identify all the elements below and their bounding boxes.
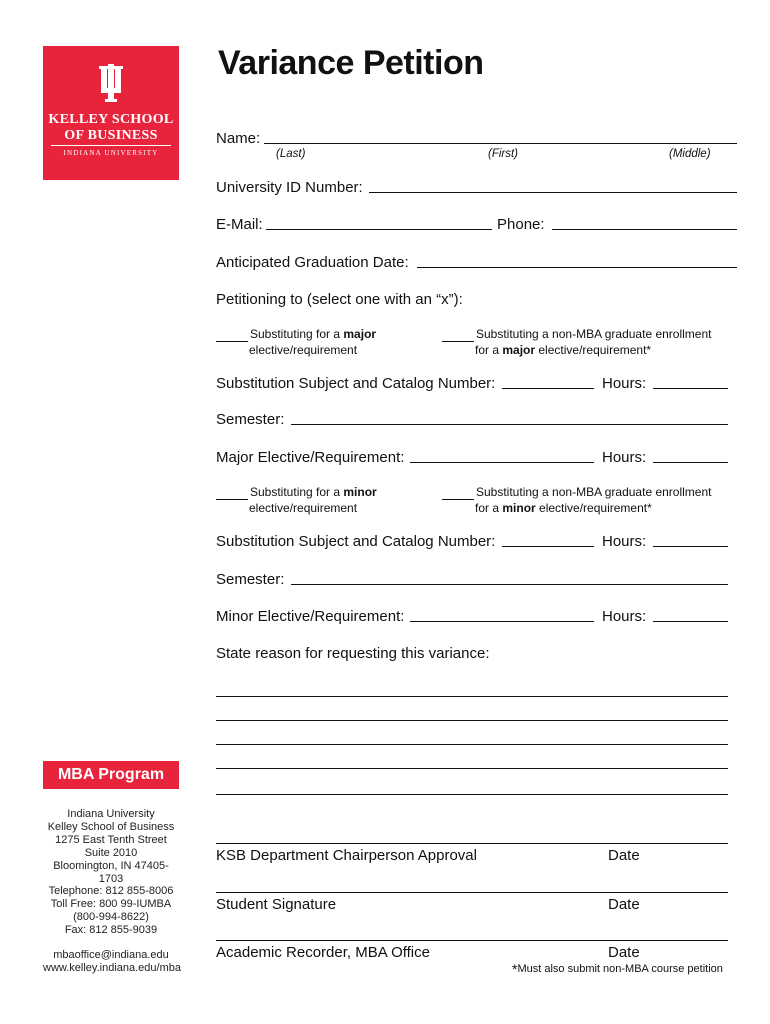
minor-elective-hours-field[interactable] — [653, 621, 728, 622]
student-date-label: Date — [608, 896, 640, 913]
phone-field[interactable] — [552, 229, 737, 230]
petition-instructions: Petitioning to (select one with an “x”): — [216, 291, 463, 308]
option-bold: major — [502, 343, 536, 357]
website-link[interactable]: www.kelley.indiana.edu/mba — [43, 962, 181, 974]
minor-non-mba-blank[interactable] — [442, 488, 474, 500]
major-semester-label: Semester: — [216, 411, 285, 428]
minor-elective-field[interactable] — [410, 621, 594, 622]
address-line: Suite 2010 — [84, 847, 138, 859]
kelley-logo — [43, 46, 179, 180]
mba-program-badge: MBA Program — [43, 761, 179, 789]
option-text-2: for a — [475, 343, 503, 357]
recorder-signature-line[interactable] — [216, 940, 728, 941]
reason-line-5[interactable] — [216, 794, 728, 795]
major-non-mba-blank[interactable] — [442, 330, 474, 342]
footnote-star: * — [512, 961, 518, 977]
contact-block — [43, 885, 179, 937]
name-field[interactable] — [264, 143, 737, 144]
minor-option-substitute[interactable] — [216, 484, 377, 516]
option-bold: minor — [343, 485, 377, 499]
major-elective-hours-field[interactable] — [653, 462, 728, 463]
footnote-text: Must also submit non-MBA course petition — [517, 963, 723, 975]
option-bold: major — [343, 327, 377, 341]
option-bold: minor — [502, 501, 536, 515]
address-line: Bloomington, IN 47405-1703 — [53, 860, 169, 885]
option-text: Substituting for a — [250, 327, 344, 341]
logo-line-1: KELLEY SCHOOL — [48, 112, 174, 127]
name-middle-caption: (Middle) — [669, 148, 711, 160]
major-hours-label: Hours: — [602, 375, 647, 392]
address-line: Indiana University — [67, 808, 155, 820]
page-title: Variance Petition — [218, 44, 484, 82]
minor-substitution-label: Substitution Subject and Catalog Number: — [216, 533, 496, 550]
minor-elective-label: Minor Elective/Requirement: — [216, 608, 405, 625]
reason-label: State reason for requesting this variance: — [216, 645, 490, 662]
major-hours-field[interactable] — [653, 388, 728, 389]
student-signature-line[interactable] — [216, 892, 728, 893]
major-elective-label: Major Elective/Requirement: — [216, 449, 405, 466]
chair-approval-label: KSB Department Chairperson Approval — [216, 847, 477, 864]
name-first-caption: (First) — [488, 148, 519, 160]
phone-label: Phone: — [497, 216, 545, 233]
reason-line-4[interactable] — [216, 768, 728, 769]
name-label: Name: — [216, 130, 261, 147]
option-text-3: elective/requirement* — [535, 343, 652, 357]
toll-free-numeric: (800-994-8622) — [73, 911, 149, 923]
graduation-date-label: Anticipated Graduation Date: — [216, 254, 409, 271]
logo-line-3: INDIANA UNIVERSITY — [63, 149, 159, 157]
minor-hours-label: Hours: — [602, 533, 647, 550]
major-substitution-field[interactable] — [502, 388, 594, 389]
major-option-substitute[interactable] — [216, 326, 376, 358]
web-block — [43, 949, 179, 975]
logo-divider — [51, 145, 171, 146]
minor-semester-field[interactable] — [291, 584, 728, 585]
major-semester-field[interactable] — [291, 424, 728, 425]
chair-date-label: Date — [608, 847, 640, 864]
minor-option-blank[interactable] — [216, 488, 248, 500]
option-text-2: elective/requirement — [249, 501, 358, 515]
option-text: Substituting for a — [250, 485, 344, 499]
option-text: Substituting a non-MBA graduate enrollment — [476, 485, 712, 499]
email-label: E-Mail: — [216, 216, 263, 233]
chair-signature-line[interactable] — [216, 843, 728, 844]
minor-elective-hours-label: Hours: — [602, 608, 647, 625]
address-line: Kelley School of Business — [47, 821, 175, 833]
email-field[interactable] — [266, 229, 492, 230]
graduation-date-field[interactable] — [417, 267, 737, 268]
footnote — [512, 961, 723, 977]
recorder-label: Academic Recorder, MBA Office — [216, 944, 430, 961]
logo-line-2: OF BUSINESS — [64, 128, 158, 143]
major-option-blank[interactable] — [216, 330, 248, 342]
recorder-date-label: Date — [608, 944, 640, 961]
university-id-label: University ID Number: — [216, 179, 363, 196]
reason-line-2[interactable] — [216, 720, 728, 721]
major-substitution-label: Substitution Subject and Catalog Number: — [216, 375, 496, 392]
minor-substitution-field[interactable] — [502, 546, 594, 547]
toll-free: Toll Free: 800 99-IUMBA — [50, 898, 172, 910]
major-elective-hours-label: Hours: — [602, 449, 647, 466]
minor-hours-field[interactable] — [653, 546, 728, 547]
option-text: Substituting a non-MBA graduate enrollment — [476, 327, 712, 341]
telephone: Telephone: 812 855-8006 — [48, 885, 174, 897]
option-text-2: for a — [475, 501, 503, 515]
fax: Fax: 812 855-9039 — [64, 924, 158, 936]
minor-semester-label: Semester: — [216, 571, 285, 588]
address-block — [43, 808, 179, 886]
reason-line-1[interactable] — [216, 696, 728, 697]
email-link[interactable]: mbaoffice@indiana.edu — [53, 949, 169, 961]
option-text-2: elective/requirement — [249, 343, 358, 357]
address-line: 1275 East Tenth Street — [55, 834, 167, 846]
minor-option-non-mba[interactable] — [442, 484, 711, 516]
major-option-non-mba[interactable] — [442, 326, 711, 358]
option-text-3: elective/requirement* — [535, 501, 652, 515]
iu-trident-icon — [43, 64, 179, 104]
reason-line-3[interactable] — [216, 744, 728, 745]
student-signature-label: Student Signature — [216, 896, 337, 913]
name-last-caption: (Last) — [276, 148, 306, 160]
university-id-field[interactable] — [369, 192, 737, 193]
major-elective-field[interactable] — [410, 462, 594, 463]
